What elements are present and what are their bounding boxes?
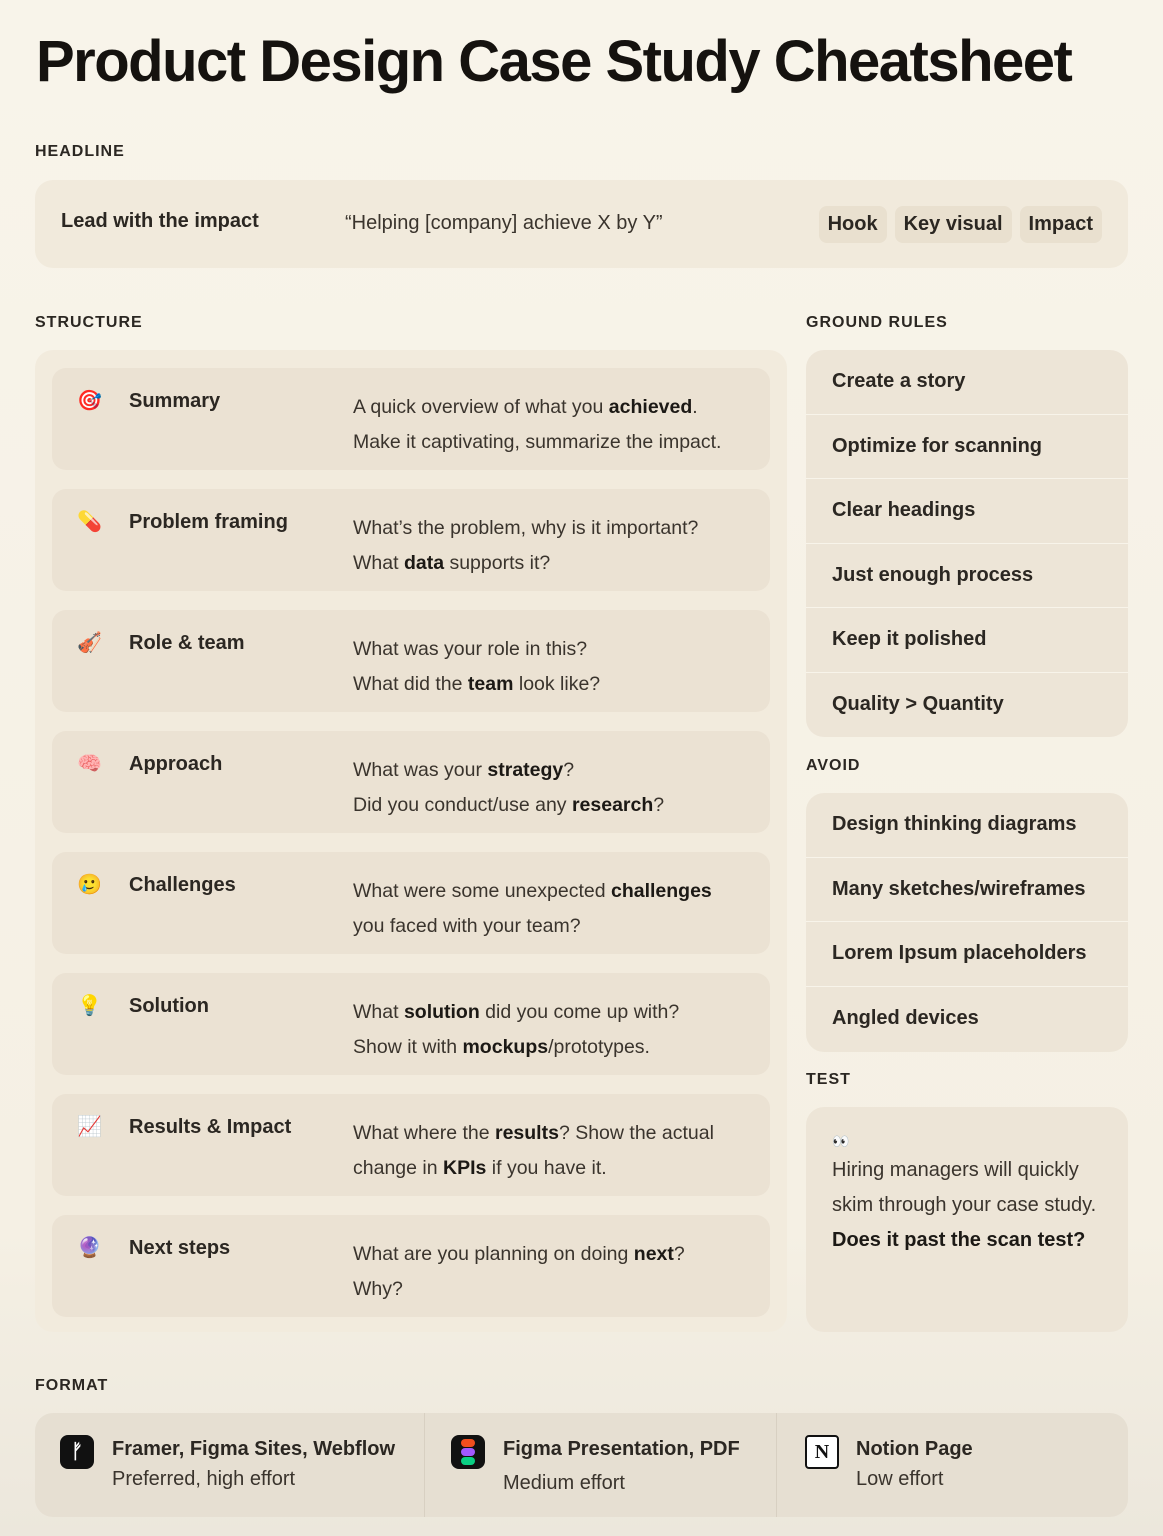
text: What — [353, 552, 404, 574]
section-description — [353, 1116, 753, 1186]
format-option-notion — [777, 1413, 1128, 1517]
section-name: Summary — [129, 390, 221, 412]
structure-row — [52, 489, 770, 591]
section-description — [353, 632, 753, 702]
chart-up-icon: 📈 — [77, 1116, 102, 1138]
ground-rule-item: Create a story — [806, 350, 1128, 415]
text: A quick overview of what you — [353, 396, 609, 418]
emphasis-text: next — [633, 1243, 674, 1265]
text: did you come up with? — [479, 1001, 680, 1023]
section-description — [353, 511, 753, 581]
structure-row — [52, 1215, 770, 1317]
description-line — [353, 425, 753, 460]
avoid-item: Many sketches/wireframes — [806, 858, 1128, 923]
ground-rule-item: Clear headings — [806, 479, 1128, 544]
emphasis-text: challenges — [610, 880, 712, 902]
description-line — [353, 390, 753, 425]
text: ? — [563, 759, 575, 781]
description-line — [353, 1030, 753, 1065]
emphasis-text: results — [494, 1122, 559, 1144]
text: ? — [653, 794, 665, 816]
text: What where the — [353, 1122, 495, 1144]
description-line — [353, 1272, 753, 1307]
headline-lead: Lead with the impact — [61, 210, 259, 232]
avoid-label: AVOID — [806, 757, 861, 774]
format-title: Framer, Figma Sites, Webflow — [112, 1438, 396, 1460]
emphasis-text: team — [467, 673, 514, 695]
structure-row — [52, 1094, 770, 1196]
description-line — [353, 667, 753, 702]
text: What did the — [353, 673, 468, 695]
text: What was your — [353, 759, 488, 781]
section-name: Role & team — [129, 632, 245, 654]
description-line — [353, 874, 753, 909]
structure-row — [52, 973, 770, 1075]
headline-quote: “Helping [company] achieve X by Y” — [345, 212, 663, 234]
target-icon: 🎯 — [77, 390, 102, 412]
emphasis-text: achieved — [608, 396, 693, 418]
description-line — [353, 546, 753, 581]
structure-row — [52, 368, 770, 470]
tag-hook: Hook — [819, 206, 887, 243]
emphasis-text: research — [571, 794, 654, 816]
emphasis-text: mockups — [462, 1036, 549, 1058]
structure-row — [52, 731, 770, 833]
page-title: Product Design Case Study Cheatsheet — [36, 29, 1072, 94]
format-option-framer — [35, 1413, 425, 1517]
format-title: Figma Presentation, PDF — [503, 1438, 740, 1460]
text: . — [692, 396, 698, 418]
emphasis-text: data — [403, 552, 445, 574]
description-line — [353, 1237, 753, 1272]
text: supports it? — [444, 552, 551, 574]
test-card — [806, 1107, 1128, 1332]
section-description — [353, 390, 753, 460]
avoid-list — [806, 793, 1128, 1052]
lightbulb-icon: 💡 — [77, 995, 102, 1017]
ground-rule-item: Keep it polished — [806, 608, 1128, 673]
text: Show it with — [353, 1036, 463, 1058]
test-label: TEST — [806, 1071, 851, 1088]
format-label: FORMAT — [35, 1377, 109, 1394]
ground-rule-item: Optimize for scanning — [806, 415, 1128, 480]
test-line-2: skim through your case study. — [832, 1194, 1097, 1216]
text: Make it captivating, summarize the impact. — [353, 431, 722, 453]
section-name: Next steps — [129, 1237, 231, 1259]
description-line — [353, 1116, 753, 1151]
text: if you have it. — [486, 1157, 607, 1179]
text: What was your role in this? — [353, 638, 588, 660]
section-description — [353, 874, 753, 944]
ground-rules-label: GROUND RULES — [806, 314, 948, 331]
brain-icon: 🧠 — [77, 753, 102, 775]
format-effort: Preferred, high effort — [112, 1468, 296, 1490]
avoid-item: Angled devices — [832, 1006, 979, 1029]
ground-rule-item: Just enough process — [806, 544, 1128, 609]
format-card — [35, 1413, 1128, 1517]
section-description — [353, 1237, 753, 1307]
format-effort: Low effort — [856, 1468, 944, 1490]
ground-rule-item: Quality > Quantity — [832, 692, 1004, 715]
section-name: Problem framing — [129, 511, 288, 533]
description-line — [353, 909, 753, 944]
section-description — [353, 753, 753, 823]
description-line — [353, 511, 753, 546]
description-line — [353, 632, 753, 667]
emphasis-text: solution — [403, 1001, 480, 1023]
emphasis-text: strategy — [487, 759, 564, 781]
structure-row — [52, 610, 770, 712]
text: /prototypes. — [548, 1036, 650, 1058]
violin-icon: 🎻 — [77, 632, 102, 654]
headline-label: HEADLINE — [35, 143, 125, 160]
test-line-1: Hiring managers will quickly — [832, 1159, 1079, 1181]
tag-impact: Impact — [1020, 206, 1102, 243]
figma-logo-icon — [451, 1435, 485, 1469]
text: you faced with your team? — [353, 915, 581, 937]
description-line — [353, 1151, 753, 1186]
emphasis-text: KPIs — [443, 1157, 487, 1179]
text: look like? — [513, 673, 601, 695]
section-name: Approach — [129, 753, 223, 775]
text: What were some unexpected — [353, 880, 611, 902]
structure-card — [35, 350, 787, 1332]
avoid-item: Design thinking diagrams — [806, 793, 1128, 858]
text: Did you conduct/use any — [353, 794, 572, 816]
test-question: Does it past the scan test? — [832, 1229, 1086, 1251]
description-line — [353, 788, 753, 823]
description-line — [353, 995, 753, 1030]
headline-card — [35, 180, 1128, 268]
section-description — [353, 995, 753, 1065]
text: What — [353, 1001, 404, 1023]
section-name: Solution — [129, 995, 209, 1017]
pill-icon: 💊 — [77, 511, 102, 533]
structure-label: STRUCTURE — [35, 314, 143, 331]
format-effort: Medium effort — [503, 1472, 625, 1494]
description-line — [353, 753, 753, 788]
ground-rules-list — [806, 350, 1128, 737]
format-title: Notion Page — [856, 1438, 973, 1460]
text: ? Show the actual — [558, 1122, 714, 1144]
avoid-item: Lorem Ipsum placeholders — [806, 922, 1128, 987]
framer-logo-icon: ᚠ — [60, 1435, 94, 1469]
tag-key-visual: Key visual — [895, 206, 1012, 243]
crystal-ball-icon: 🔮 — [77, 1237, 102, 1259]
section-name: Results & Impact — [129, 1116, 292, 1138]
format-option-figma — [425, 1413, 777, 1517]
text: What are you planning on doing — [353, 1243, 634, 1265]
structure-row — [52, 852, 770, 954]
section-name: Challenges — [129, 874, 236, 896]
eyes-icon: 👀 — [832, 1133, 850, 1149]
text: ? — [673, 1243, 685, 1265]
smiling-tear-icon: 🥲 — [77, 874, 102, 896]
text: Why? — [353, 1278, 403, 1300]
notion-logo-icon: N — [805, 1435, 839, 1469]
text: What’s the problem, why is it important? — [353, 517, 699, 539]
text: change in — [353, 1157, 443, 1179]
